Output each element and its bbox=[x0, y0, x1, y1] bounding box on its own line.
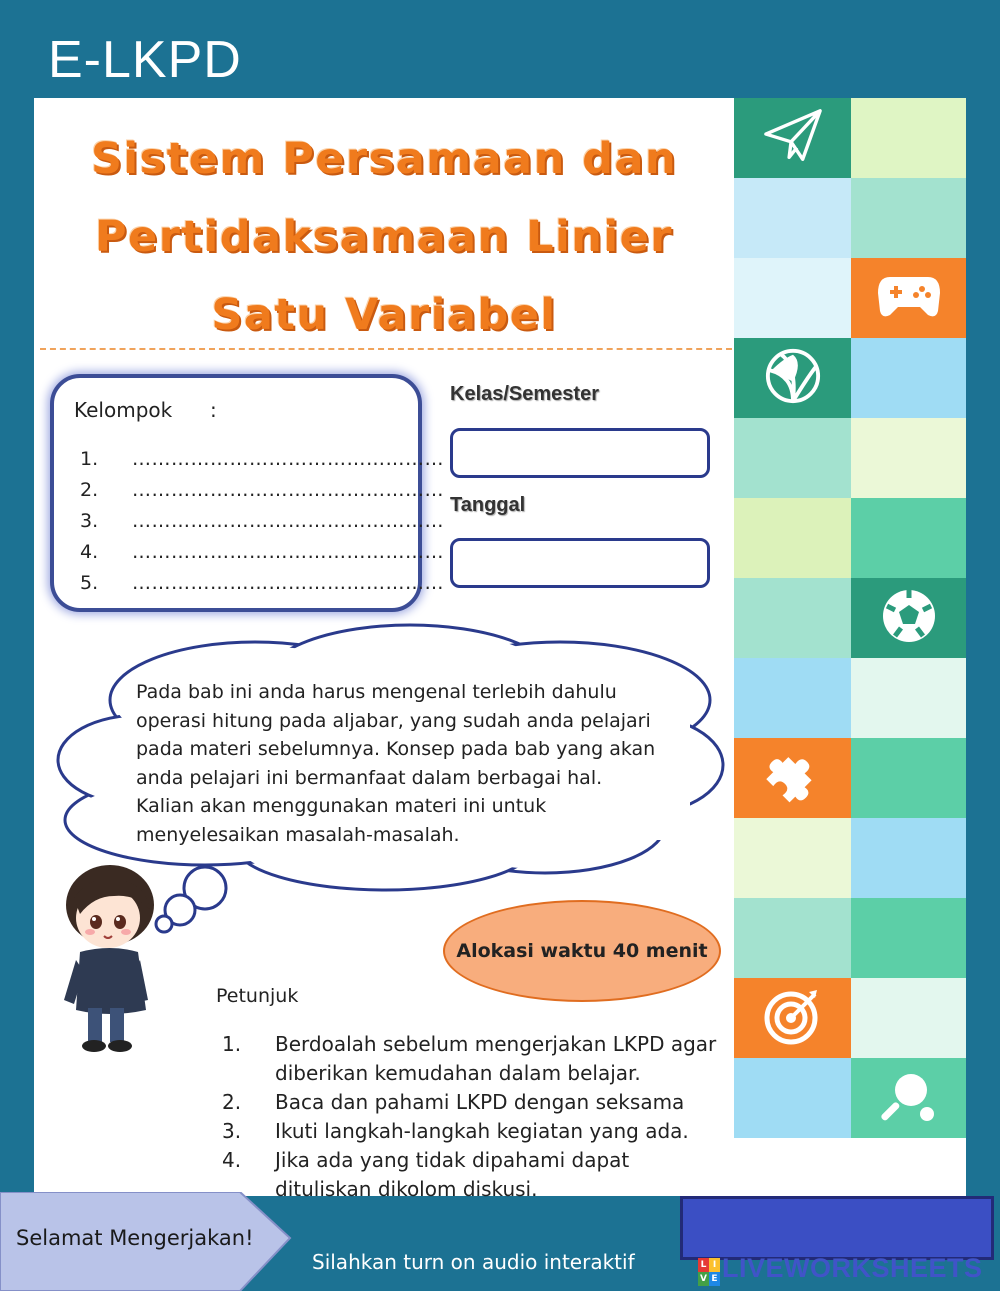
liveworksheets-logo-icon: L I V E bbox=[698, 1258, 720, 1286]
title-line: Sistem Persamaan dan bbox=[90, 134, 678, 184]
member-line[interactable]: 5. ………………………………………… bbox=[80, 572, 444, 594]
audio-button[interactable] bbox=[680, 1196, 994, 1260]
member-line[interactable]: 2. ………………………………………… bbox=[80, 479, 444, 501]
instruction-item: 4. Jika ada yang tidak dipahami dapat dituliskan dikolom diskusi. bbox=[222, 1148, 630, 1201]
group-colon: : bbox=[210, 398, 217, 422]
soccer-ball-icon bbox=[879, 586, 939, 650]
class-semester-label: Kelas/Semester bbox=[450, 383, 599, 405]
intro-line: pada materi sebelumnya. Konsep pada bab yang akan bbox=[136, 738, 656, 760]
intro-line: operasi hitung pada aljabar, yang sudah anda pelajari bbox=[136, 709, 651, 732]
tile-target bbox=[734, 978, 851, 1058]
tile bbox=[851, 418, 966, 498]
beach-ball-icon bbox=[764, 347, 822, 409]
audio-note: Silahkan turn on audio interaktif bbox=[312, 1250, 635, 1274]
instruction-item: 3. Ikuti langkah-langkah kegiatan yang ada. bbox=[222, 1119, 689, 1143]
tile bbox=[851, 178, 966, 258]
instruction-item: 1. Berdoalah sebelum mengerjakan LKPD agar diberikan kemudahan dalam belajar. bbox=[222, 1032, 717, 1085]
instructions-list bbox=[222, 1030, 722, 1204]
tile bbox=[734, 178, 851, 258]
member-line[interactable]: 4. ………………………………………… bbox=[80, 541, 444, 563]
target-icon bbox=[763, 986, 823, 1050]
instruction-item: 2. Baca dan pahami LKPD dengan seksama bbox=[222, 1090, 685, 1114]
instructions-title: Petunjuk bbox=[216, 985, 299, 1007]
tile-ping-pong bbox=[851, 1058, 966, 1138]
tile bbox=[734, 658, 851, 738]
paper-plane-icon bbox=[762, 105, 824, 171]
tile bbox=[734, 418, 851, 498]
member-line[interactable]: 3. ………………………………………… bbox=[80, 510, 444, 532]
greeting-text: Selamat Mengerjakan! bbox=[16, 1226, 254, 1250]
decorative-tile-grid bbox=[734, 98, 966, 1138]
time-allocation-badge: Alokasi waktu 40 menit bbox=[443, 900, 721, 1002]
tile-beach-ball bbox=[734, 338, 851, 418]
tile-paper-plane bbox=[734, 98, 851, 178]
intro-line: menyelesaikan masalah-masalah. bbox=[136, 823, 460, 846]
gamepad-icon bbox=[876, 271, 942, 325]
tile bbox=[734, 818, 851, 898]
date-label: Tanggal bbox=[450, 494, 526, 516]
title-line: Satu Variabel bbox=[211, 290, 557, 340]
liveworksheets-brand: LIVEWORKSHEETS bbox=[722, 1253, 983, 1283]
title-line: Pertidaksamaan Linier bbox=[95, 212, 673, 262]
tile bbox=[851, 658, 966, 738]
tile-puzzle bbox=[734, 738, 851, 818]
tile bbox=[851, 98, 966, 178]
tile bbox=[851, 738, 966, 818]
tile bbox=[851, 498, 966, 578]
tile bbox=[851, 898, 966, 978]
tile bbox=[851, 978, 966, 1058]
tile-gamepad bbox=[851, 258, 966, 338]
header-title: E-LKPD bbox=[48, 31, 242, 89]
ping-pong-icon bbox=[879, 1066, 939, 1130]
tile bbox=[734, 1058, 851, 1138]
tile bbox=[851, 338, 966, 418]
intro-line: Kalian akan menggunakan materi ini untuk bbox=[136, 795, 547, 817]
tile bbox=[734, 578, 851, 658]
tile bbox=[851, 818, 966, 898]
intro-line: Pada bab ini anda harus mengenal terlebih dahulu bbox=[136, 681, 617, 703]
group-label: Kelompok bbox=[74, 398, 173, 422]
tile bbox=[734, 258, 851, 338]
tile-soccer-ball bbox=[851, 578, 966, 658]
chibi-character-illustration bbox=[50, 860, 170, 1060]
tile bbox=[734, 898, 851, 978]
member-line[interactable]: 1. ………………………………………… bbox=[80, 448, 444, 470]
tile bbox=[734, 498, 851, 578]
puzzle-icon bbox=[764, 747, 822, 809]
intro-paragraph bbox=[136, 678, 716, 849]
intro-line: anda pelajari ini bermanfaat dalam berbagai hal. bbox=[136, 766, 603, 789]
